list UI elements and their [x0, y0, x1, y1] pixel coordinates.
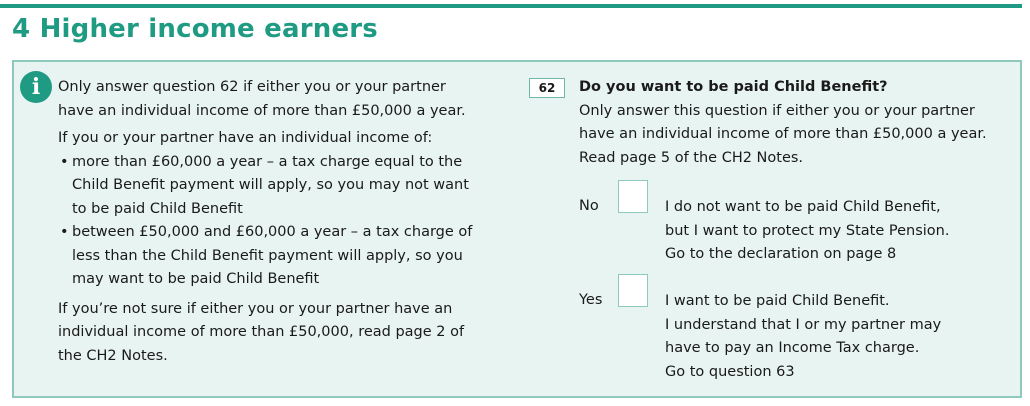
question-number-box: 62 — [529, 78, 565, 98]
section-number: 4 — [12, 14, 31, 44]
option-yes-label: Yes — [579, 292, 603, 308]
section-heading — [12, 14, 378, 44]
option-yes-text: I want to be paid Child Benefit. I understand that I or my partner may have to pay an Income Tax charge. Go to question 63 — [665, 293, 942, 380]
info-guidance — [58, 76, 478, 368]
option-no-text: I do not want to be paid Child Benefit, but I want to protect my State Pension. Go to the declaration on page 8 — [665, 199, 950, 262]
question-instruction-reference: Read page 5 of the CH2 Notes. — [579, 149, 804, 166]
income-bullet-list — [58, 151, 478, 292]
option-no-label: No — [579, 198, 599, 214]
bullet-dot: • — [60, 224, 69, 240]
section-title: Higher income earners — [39, 14, 378, 44]
question-title: Do you want to be paid Child Benefit? — [579, 79, 888, 95]
bullet-item: • more than £60,000 a year – a tax charge equal to the Child Benefit payment will apply, so you may not want to be paid Child Benefit — [58, 151, 478, 222]
info-icon: i — [20, 71, 52, 103]
option-yes-checkbox[interactable] — [618, 274, 648, 307]
option-no-checkbox[interactable] — [618, 180, 648, 213]
info-intro: Only answer question 62 if either you or your partner have an individual income of more than £50,000 a year. — [58, 79, 466, 119]
question-panel — [12, 60, 1022, 398]
question-instruction: Only answer this question if either you or your partner have an individual income of more than £50,000 a year. — [579, 102, 987, 142]
info-lead: If you or your partner have an individual income of: — [58, 130, 433, 146]
bullet-dot: • — [60, 153, 69, 170]
section-top-rule — [0, 4, 1022, 8]
bullet-item: • between £50,000 and £60,000 a year – a tax charge of less than the Child Benefit payment will apply, so you may want to be paid Child Benefit — [58, 221, 478, 292]
info-after: If you’re not sure if either you or your partner have an individual income of more than £50,000, read page 2 of the CH2 Notes. — [58, 300, 465, 364]
question-62 — [579, 76, 1009, 170]
